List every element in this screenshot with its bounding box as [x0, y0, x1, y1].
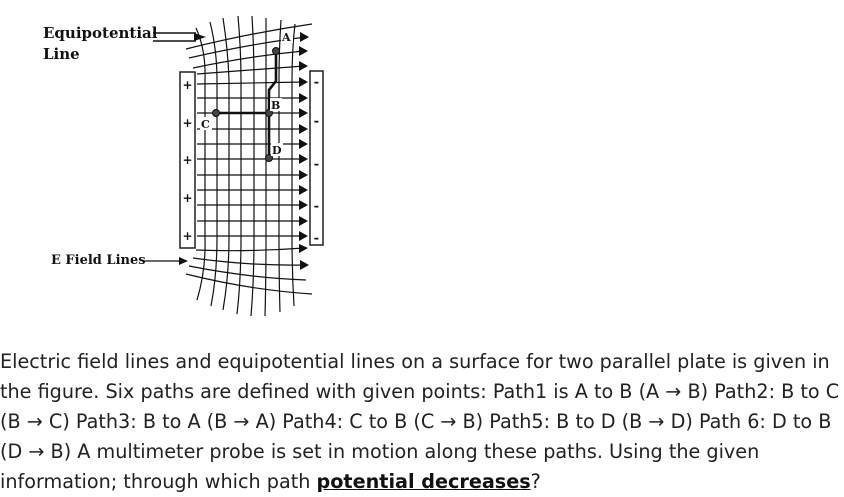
point-label-a: A [282, 31, 291, 44]
plus-sign: + [182, 116, 193, 130]
plus-sign: + [182, 191, 193, 205]
point-label-c: C [201, 118, 210, 131]
plus-sign: + [182, 153, 193, 167]
equipotential-line [265, 18, 266, 316]
field-line [197, 66, 304, 74]
question-body: Electric field lines and equipotential lines on a surface for two parallel plate is given in the figure. Six paths are defined with given points: Path1 is A to B (A → B) Path2: B to C (B → C) Path3: B to A (B → A) Path4: C to B (C → B) Path5: B to D (B → D) Path 6: D to B (D → B) A multimeter probe is set in motion along these paths. Using the given information; through which path [0, 350, 840, 493]
e-field-callout [51, 253, 188, 268]
arrowhead [299, 139, 308, 149]
arrowhead [299, 154, 308, 164]
probe-paths [216, 51, 276, 158]
arrowhead [299, 244, 308, 253]
equipotential-line [279, 20, 281, 312]
question-text [0, 347, 844, 497]
field-arrowheads [299, 32, 309, 270]
arrowhead [300, 32, 309, 42]
field-line [197, 82, 304, 84]
equipotential-label-line2: Line [43, 45, 80, 63]
equipotential-line [237, 16, 241, 314]
arrowhead [299, 46, 308, 56]
equipotential-callout [43, 24, 206, 63]
question-end: ? [530, 470, 541, 493]
arrowhead [299, 124, 308, 134]
equipotential-lines [196, 16, 295, 316]
arrowhead [299, 61, 308, 71]
field-line [193, 258, 304, 265]
arrowhead [299, 77, 308, 87]
arrowhead [299, 200, 308, 210]
minus-sign: - [313, 75, 320, 90]
arrowhead [299, 216, 308, 226]
point-c [213, 110, 220, 117]
minus-sign: - [313, 114, 320, 129]
arrowhead [299, 185, 308, 195]
equipotential-line [251, 16, 254, 316]
minus-sign: - [313, 231, 320, 246]
plus-sign: + [182, 229, 193, 243]
plus-sign: + [182, 78, 193, 92]
arrowhead [299, 93, 308, 103]
arrowhead [299, 108, 308, 118]
arrowhead [299, 170, 308, 180]
equipotential-label-line1: Equipotential [43, 24, 158, 42]
pointer-arrowhead [179, 257, 188, 265]
point-label-d: D [272, 144, 282, 157]
question-emphasis: potential decreases [316, 470, 531, 493]
e-field-label: E Field Lines [51, 253, 146, 268]
minus-sign: - [313, 199, 320, 214]
arrowhead [299, 231, 308, 241]
field-line [189, 266, 306, 280]
point-a [273, 48, 280, 55]
arrowhead [300, 260, 309, 270]
minus-sign: - [313, 157, 320, 172]
field-line [196, 248, 304, 251]
point-label-b: B [271, 99, 281, 112]
